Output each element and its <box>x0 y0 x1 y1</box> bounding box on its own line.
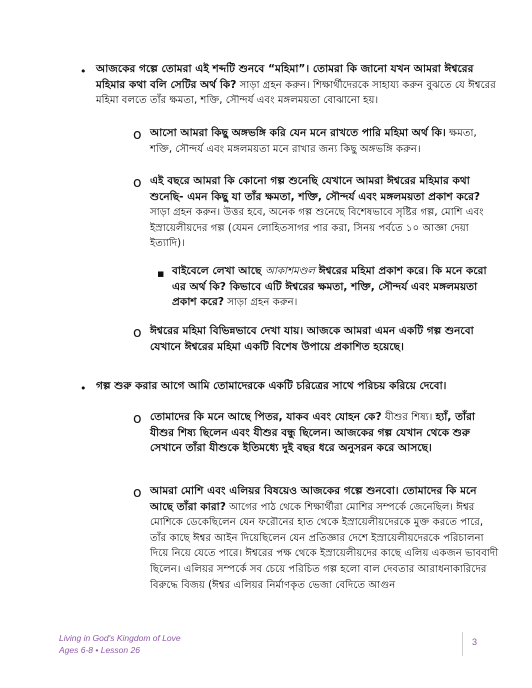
body-text: যীশুর শিষ্য। <box>381 412 436 423</box>
bold-text: আজকের গল্পে তোমরা এই শব্দটি শুনবে “মহিমা”। তোমরা কি জানো যখন আমরা ঈশ্বরের মহিমার কথা বলি সেটির অর্থ কি? <box>96 63 474 91</box>
bullet-square: ▪ <box>157 267 165 280</box>
bullet-circle: o <box>133 485 142 501</box>
paragraph-disciples <box>150 410 502 457</box>
italic-text: আকাশমণ্ডল <box>265 266 315 277</box>
body-text: সাড়া গ্রহন করুন। শিক্ষার্থীদেরকে সাহায্য করুন বুঝতে যে ঈশ্বরের মহিমা বলতে তাঁর ক্ষমতা, শক্তি, সৌন্দর্য এবং মঙ্গলময়তা বোঝানো হয়। <box>96 79 496 107</box>
bold-text: ঈশ্বরের মহিমা বিভিন্নভাবে দেখা যায়। আজকে আমরা এমন একটি গল্প শুনবো যেখানে ঈশ্বরের মহিমা একটি বিশেষ উপায়ে প্রকাশিত হয়েছে। <box>150 325 474 353</box>
bold-text: হ্যাঁ, তাঁরা যীশুর শিষ্য ছিলেন এবং যীশুর বন্ধু ছিলেন। আজকের গল্প যেখান থেকে শুরু সেখানে তাঁরা যীশুকে ইতিমধ্যে দুই বছর ধরে অনুসরন করে আসছে। <box>150 411 475 455</box>
footer-subtitle: Ages 6-8 • Lesson 26 <box>59 645 140 655</box>
bullet-circle: o <box>133 127 142 143</box>
bold-text: ঈশ্বরের মহিমা প্রকাশ করে। কি মনে করো এর অর্থ কি? কিভাবে এটি ঈশ্বরের ক্ষমতা, শক্তি, সৌন্দর্য এবং মঙ্গলময়তা প্রকাশ করে? <box>172 265 487 309</box>
body-text: আগের পাঠ থেকে শিক্ষার্থীরা মোশির সম্পর্কে জেনেছিল। ঈশ্বর মোশিকে ডেকেছিলেন যেন ফরৌনের হাত থেকে ইস্রায়েলীয়দেরকে মুক্ত করতে পারে, তাঁর কাছে ঈশ্বর আইন দিয়েছিলেন যেন প্রতিজ্ঞার দেশে ইস্রায়েলীয়দেরকে পরিচালনা দিয়ে নিয়ে যেতে পারে। ঈশ্বরের পক্ষ থেকে ইস্রায়েলীয়দের কাছে এলিয় একজন ভাববাদী ছিলেন। এলিয়র সম্পর্কে সব চেয়ে পরিচিত গল্প হলো বাল দেবতার আরাধনাকারিদের বিরুদ্ধে বিজয় (ঈশ্বর এলিয়র নির্মাণকৃত ভেজা বেদিতে আগুন <box>150 501 499 591</box>
bold-text: আসো আমরা কিছু অঙ্গভঙ্গি করি যেন মনে রাখতে পারি মহিমা অর্থ কি। <box>150 127 446 139</box>
bullet-dot: • <box>80 65 87 78</box>
bold-text: তোমাদের কি মনে আছে পিতর, যাকব এবং যোহন কে? <box>150 411 382 423</box>
paragraph-year-stories <box>150 174 502 252</box>
bullet-circle: o <box>133 325 142 341</box>
paragraph-heavens <box>172 264 490 311</box>
bold-text: আমরা মোশি এবং এলিয়র বিষয়েও আজকের গল্পে শুনবো। তোমাদের কি মনে আছে তাঁরা কারা? <box>150 485 477 513</box>
footer-divider <box>462 632 463 656</box>
paragraph-glory-ways <box>150 324 502 355</box>
bullet-circle: o <box>133 411 142 427</box>
bullet-dot: • <box>80 382 87 395</box>
page-number: 3 <box>472 637 478 647</box>
body-text: ক্ষমতা, শক্তি, সৌন্দর্য এবং মঙ্গলময়তা মনে রাখার জন্য কিছু অঙ্গভঙ্গি করুন। <box>150 128 477 155</box>
paragraph-intro <box>96 62 496 109</box>
footer-title: Living in God's Kingdom of Love <box>59 633 181 643</box>
bold-text: এই বছরে আমরা কি কোনো গল্প শুনেছি যেখানে আমরা ঈশ্বরের মহিমার কথা শুনেছি- এমন কিছু যা তাঁর ক্ষমতা, শক্তি, সৌন্দর্য এবং মঙ্গলময়তা প্রকাশ করে? <box>150 175 481 203</box>
bullet-circle: o <box>133 175 142 191</box>
bold-text: বাইবেলে লেখা আছে <box>172 265 266 277</box>
bold-text: গল্প শুরু করার আগে আমি তোমাদেরকে একটি চরিত্রের সাথে পরিচয় করিয়ে দেবো। <box>96 380 447 392</box>
body-text: সাড়া গ্রহন করুন। উত্তর হবে, অনেক গল্প শুনেছে বিশেষভাবে সৃষ্টির গল্প, মোশি এবং ইস্রায়েলীয়দের গল্প (যেমন লোহিতসাগর পার করা, সিনয় পর্বতে ১০ আজ্ঞা দেয়া ইত্যাদি)। <box>150 207 484 250</box>
paragraph-moses-elijah <box>150 484 502 593</box>
body-text: সাড়া গ্রহন করুন। <box>224 297 298 309</box>
paragraph-gestures <box>150 126 502 157</box>
paragraph-character <box>96 379 496 395</box>
